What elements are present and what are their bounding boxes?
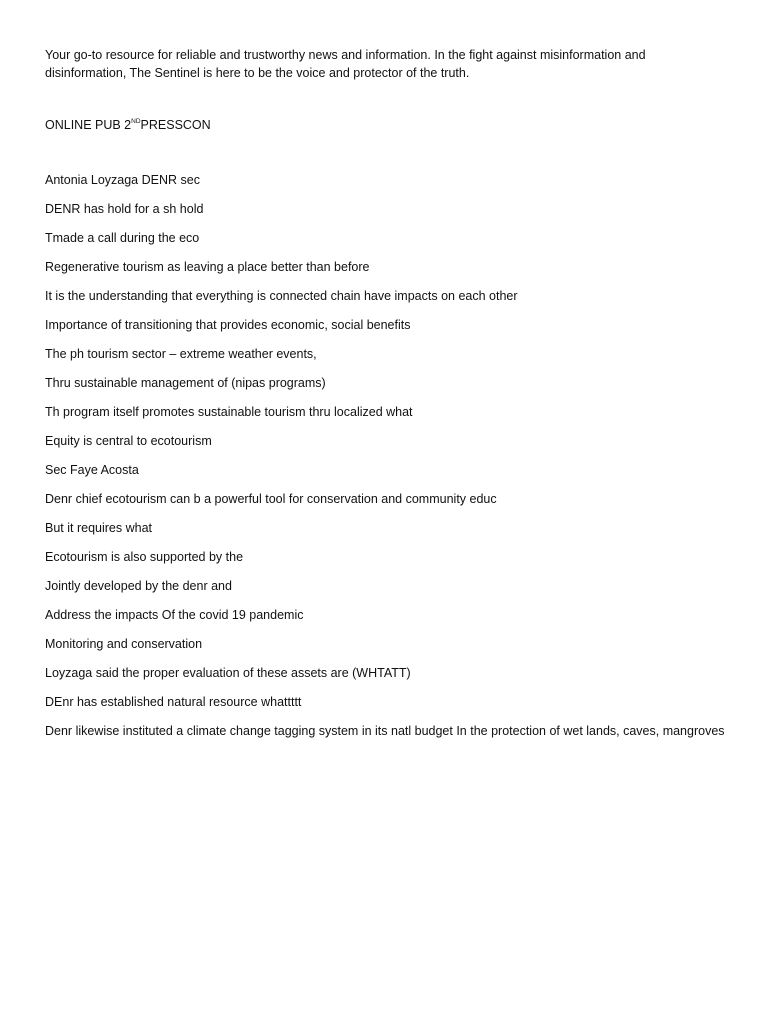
note-line: Importance of transitioning that provides economic, social benefits <box>45 318 411 332</box>
note-line: Antonia Loyzaga DENR sec <box>45 173 200 187</box>
note-line: Regenerative tourism as leaving a place better than before <box>45 260 370 274</box>
note-line: Monitoring and conservation <box>45 637 203 651</box>
heading-prefix: ONLINE PUB 2 <box>45 118 132 132</box>
note-line: Address the impacts Of the covid 19 pandemic <box>45 608 304 622</box>
note-line: Thru sustainable management of (nipas programs) <box>45 376 326 390</box>
note-line: Ecotourism is also supported by the <box>45 550 244 564</box>
note-line: DEnr has established natural resource whattttt <box>45 695 302 709</box>
note-line: Sec Faye Acosta <box>45 463 139 477</box>
note-line: But it requires what <box>45 521 152 535</box>
note-line: DENR has hold for a sh hold <box>45 202 204 216</box>
note-line: It is the understanding that everything is connected chain have impacts on each other <box>45 289 518 303</box>
document-heading <box>45 116 725 134</box>
note-line: Tmade a call during the eco <box>45 231 200 245</box>
note-line: Denr likewise instituted a climate change tagging system in its natl budget In the protection of wet lands, caves, mangroves <box>45 724 725 738</box>
heading-superscript: ND <box>131 117 141 125</box>
notes-list <box>45 171 725 740</box>
note-line: Denr chief ecotourism can b a powerful tool for conservation and community educ <box>45 492 497 506</box>
note-line: Th program itself promotes sustainable tourism thru localized what <box>45 405 413 419</box>
intro-paragraph: Your go-to resource for reliable and trustworthy news and information. In the fight against misinformation and disinformation, The Sentinel is here to be the voice and protector of the truth. <box>45 48 646 80</box>
note-line: Equity is central to ecotourism <box>45 434 212 448</box>
document-page <box>45 46 725 751</box>
note-line: Jointly developed by the denr and <box>45 579 232 593</box>
heading-suffix: PRESSCON <box>140 118 211 132</box>
note-line: The ph tourism sector – extreme weather events, <box>45 347 317 361</box>
note-line: Loyzaga said the proper evaluation of these assets are (WHTATT) <box>45 666 411 680</box>
